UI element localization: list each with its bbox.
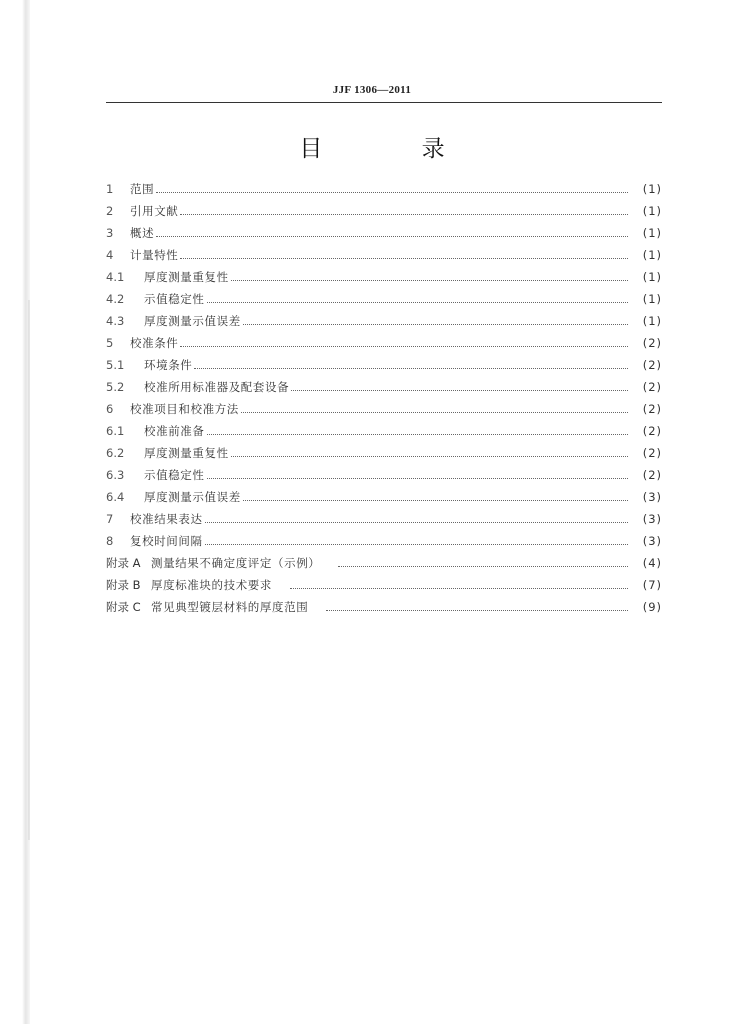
toc-entry-3[interactable] [106, 222, 662, 244]
toc-entry-number: 6.2 [106, 446, 125, 460]
toc-entry-number: 附录 C [106, 600, 141, 614]
toc-entry-6-3[interactable] [106, 464, 662, 486]
toc-entry-appendix-b[interactable] [106, 574, 662, 596]
toc-entry-page: (2) [642, 380, 662, 394]
dot-leader [243, 324, 628, 325]
toc-entry-page: (3) [642, 512, 662, 526]
toc-entry-page: (2) [642, 424, 662, 438]
toc-entry-label: 测量结果不确定度评定（示例） [151, 556, 321, 570]
toc-entry-number: 5.1 [106, 358, 125, 372]
toc-entry-label: 校准所用标准器及配套设备 [144, 380, 290, 394]
toc-entry-page: (1) [642, 248, 662, 262]
toc-entry-label: 校准项目和校准方法 [130, 402, 239, 416]
toc-entry-label: 概述 [130, 226, 155, 240]
dot-leader [180, 214, 628, 215]
toc-entry-label: 计量特性 [130, 248, 179, 262]
dot-leader [180, 346, 628, 347]
toc-entry-number: 6.3 [106, 468, 125, 482]
toc-entry-1[interactable] [106, 178, 662, 200]
toc-entry-page: (2) [642, 336, 662, 350]
toc-entry-label: 范围 [130, 182, 155, 196]
table-of-contents [106, 178, 662, 618]
toc-entry-2[interactable] [106, 200, 662, 222]
dot-leader [180, 258, 628, 259]
toc-entry-label: 示值稳定性 [144, 468, 205, 482]
toc-entry-page: (3) [642, 490, 662, 504]
toc-entry-number: 7 [106, 512, 114, 526]
toc-entry-page: (2) [642, 358, 662, 372]
toc-entry-label: 厚度测量重复性 [144, 446, 229, 460]
toc-entry-label: 厚度测量示值误差 [144, 490, 241, 504]
toc-entry-page: (1) [642, 204, 662, 218]
toc-entry-number: 5 [106, 336, 114, 350]
toc-entry-label: 厚度标准块的技术要求 [151, 578, 272, 592]
toc-entry-number: 5.2 [106, 380, 125, 394]
toc-entry-4-3[interactable] [106, 310, 662, 332]
toc-entry-number: 6.1 [106, 424, 125, 438]
toc-entry-number: 8 [106, 534, 114, 548]
toc-entry-page: (1) [642, 182, 662, 196]
toc-entry-4-2[interactable] [106, 288, 662, 310]
toc-entry-page: (7) [642, 578, 662, 592]
toc-entry-number: 4.1 [106, 270, 125, 284]
dot-leader [207, 434, 629, 435]
dot-leader [156, 236, 628, 237]
dot-leader [205, 522, 628, 523]
toc-entry-number: 附录 A [106, 556, 141, 570]
dot-leader [231, 280, 628, 281]
toc-entry-label: 厚度测量重复性 [144, 270, 229, 284]
dot-leader [207, 302, 629, 303]
toc-entry-number: 4 [106, 248, 114, 262]
dot-leader [243, 500, 628, 501]
standard-code-header: JJF 1306—2011 [332, 84, 412, 96]
dot-leader [205, 544, 628, 545]
toc-entry-6[interactable] [106, 398, 662, 420]
header-rule [106, 102, 662, 103]
dot-leader [338, 566, 628, 567]
toc-entry-label: 复校时间间隔 [130, 534, 203, 548]
dot-leader [326, 610, 628, 611]
dot-leader [241, 412, 628, 413]
toc-entry-4[interactable] [106, 244, 662, 266]
toc-entry-page: (1) [642, 292, 662, 306]
toc-entry-page: (1) [642, 226, 662, 240]
toc-entry-label: 环境条件 [144, 358, 193, 372]
dot-leader [291, 390, 628, 391]
toc-entry-6-2[interactable] [106, 442, 662, 464]
scan-binding-line [28, 300, 30, 840]
toc-entry-page: (4) [642, 556, 662, 570]
toc-entry-label: 校准条件 [130, 336, 179, 350]
toc-entry-page: (2) [642, 446, 662, 460]
toc-entry-appendix-a[interactable] [106, 552, 662, 574]
toc-entry-number: 4.2 [106, 292, 125, 306]
toc-entry-label: 校准结果表达 [130, 512, 203, 526]
toc-entry-number: 3 [106, 226, 114, 240]
toc-entry-6-1[interactable] [106, 420, 662, 442]
toc-entry-page: (2) [642, 468, 662, 482]
toc-entry-5-1[interactable] [106, 354, 662, 376]
toc-entry-page: (3) [642, 534, 662, 548]
toc-entry-6-4[interactable] [106, 486, 662, 508]
toc-entry-7[interactable] [106, 508, 662, 530]
dot-leader [194, 368, 628, 369]
toc-entry-5[interactable] [106, 332, 662, 354]
toc-entry-number: 2 [106, 204, 114, 218]
toc-entry-8[interactable] [106, 530, 662, 552]
toc-entry-number: 附录 B [106, 578, 141, 592]
toc-entry-label: 常见典型镀层材料的厚度范围 [151, 600, 309, 614]
toc-entry-number: 1 [106, 182, 114, 196]
toc-entry-appendix-c[interactable] [106, 596, 662, 618]
toc-entry-label: 引用文献 [130, 204, 179, 218]
dot-leader [156, 192, 628, 193]
dot-leader [290, 588, 628, 589]
toc-entry-page: (1) [642, 314, 662, 328]
toc-title: 目 录 [299, 136, 491, 162]
dot-leader [231, 456, 628, 457]
toc-entry-label: 校准前准备 [144, 424, 205, 438]
dot-leader [207, 478, 629, 479]
toc-entry-page: (9) [642, 600, 662, 614]
toc-entry-4-1[interactable] [106, 266, 662, 288]
toc-entry-number: 4.3 [106, 314, 125, 328]
toc-entry-number: 6.4 [106, 490, 125, 504]
toc-entry-label: 示值稳定性 [144, 292, 205, 306]
toc-entry-label: 厚度测量示值误差 [144, 314, 241, 328]
toc-entry-page: (2) [642, 402, 662, 416]
toc-entry-5-2[interactable] [106, 376, 662, 398]
toc-entry-page: (1) [642, 270, 662, 284]
toc-entry-number: 6 [106, 402, 114, 416]
